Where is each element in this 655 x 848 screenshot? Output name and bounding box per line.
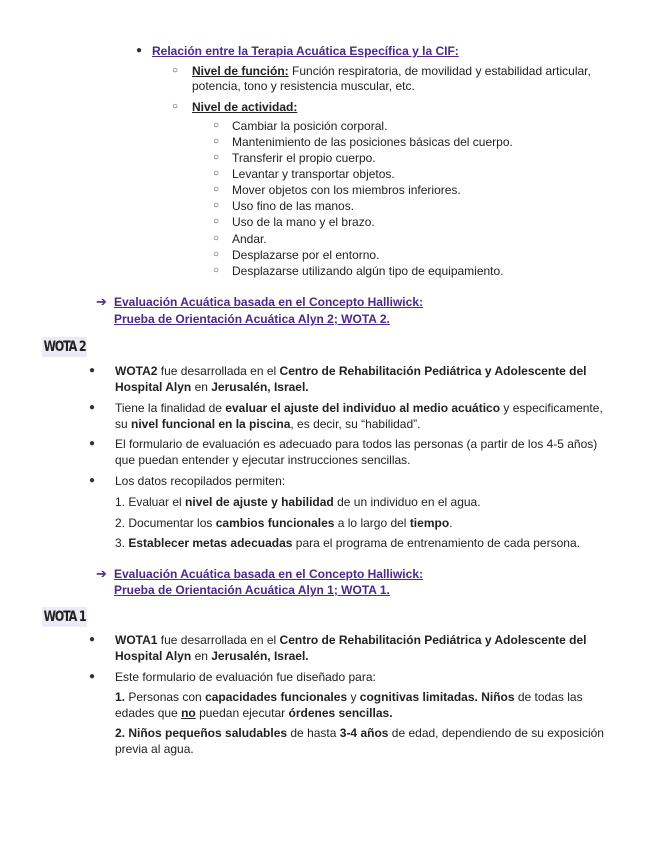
paragraph-line — [115, 452, 411, 468]
paragraph-line — [115, 669, 376, 685]
bold-text: WOTA2 — [115, 364, 158, 378]
text-run: fue desarrollada en el — [157, 633, 280, 647]
bullet-icon: ● — [89, 475, 96, 486]
cif-section-link[interactable]: Relación entre la Terapia Acuática Específica y la CIF: — [152, 44, 459, 58]
text-run: Los datos recopilados permiten: — [115, 474, 286, 488]
paragraph-line — [115, 741, 194, 757]
text-run: de hasta — [287, 726, 340, 740]
paragraph-line — [115, 379, 309, 395]
hollow-bullet-icon: ○ — [213, 152, 220, 163]
text-run: de un individuo en el agua. — [333, 495, 481, 509]
hollow-bullet-icon: ○ — [213, 136, 220, 147]
funcion-text-cont: potencia, tono y resistencia muscular, etc. — [192, 79, 415, 93]
paragraph-line — [115, 416, 420, 432]
text-run: para el programa de entrenamiento de cada persona. — [292, 536, 580, 550]
text-run: su — [115, 417, 132, 431]
text-run: en — [191, 380, 212, 394]
text-run: Personas con — [125, 690, 206, 704]
bold-text: cognitivas limitadas. — [359, 690, 478, 704]
bold-text: nivel funcional en la piscina — [131, 417, 291, 431]
hollow-bullet-icon: ○ — [213, 200, 220, 211]
actividad-item: Desplazarse por el entorno. — [232, 248, 380, 262]
bold-text: Centro de Rehabilitación Pediátrica y Adolescente del — [279, 364, 587, 378]
bold-text: Hospital Alyn — [115, 380, 192, 394]
text-run: que puedan entender y ejecutar instrucciones sencillas. — [115, 453, 411, 467]
hollow-bullet-icon: ○ — [213, 265, 220, 276]
paragraph-line — [115, 689, 583, 705]
bold-text: capacidades funcionales — [205, 690, 348, 704]
text-run: de edad, dependiendo de su exposición — [388, 726, 604, 740]
paragraph-line — [115, 400, 603, 416]
bold-text: no — [181, 706, 196, 720]
funcion-label: Nivel de función: — [192, 64, 289, 78]
bold-text: cambios funcionales — [215, 516, 335, 530]
bold-text: Hospital Alyn — [115, 649, 192, 663]
actividad-item: Mantenimiento de las posiciones básicas del cuerpo. — [232, 135, 513, 149]
text-run: El formulario de evaluación es adecuado para todos las personas (a partir de los 4-5 años) — [115, 437, 598, 451]
text-run: y especificamente, — [500, 401, 603, 415]
bold-text: Establecer metas adecuadas — [128, 536, 293, 550]
wota1-link-subtitle[interactable]: Prueba de Orientación Acuática Alyn 1; WOTA 1. — [114, 583, 390, 597]
paragraph-line — [115, 705, 393, 721]
text-run: y — [347, 690, 360, 704]
bold-text: Jerusalén, Israel. — [211, 380, 309, 394]
text-run: de todas las — [514, 690, 583, 704]
text-run: en — [191, 649, 212, 663]
hollow-bullet-icon: ○ — [213, 216, 220, 227]
wota1-heading: WOTA 1 — [43, 609, 86, 625]
paragraph-line — [115, 363, 587, 379]
text-run: 3. — [115, 536, 129, 550]
actividad-label: Nivel de actividad: — [192, 100, 298, 114]
bold-text: 1. — [115, 690, 126, 704]
bold-text: evaluar el ajuste del individuo al medio acuático — [225, 401, 501, 415]
bold-text: 2. Niños pequeños saludables — [115, 726, 288, 740]
bullet-icon: ● — [89, 438, 96, 449]
paragraph-line — [115, 494, 481, 510]
actividad-item: Cambiar la posición corporal. — [232, 119, 388, 133]
paragraph-line — [115, 473, 285, 489]
arrow-icon: ➔ — [96, 294, 107, 309]
hollow-bullet-icon: ○ — [213, 120, 220, 131]
text-run: Este formulario de evaluación fue diseñado para: — [115, 670, 376, 684]
paragraph-line — [115, 535, 580, 551]
wota2-heading: WOTA 2 — [43, 339, 86, 355]
bullet-icon: ● — [89, 634, 96, 645]
paragraph-line — [115, 436, 597, 452]
text-run: puedan ejecutar — [195, 706, 289, 720]
bold-text: órdenes sencillas. — [288, 706, 393, 720]
hollow-bullet-icon: ○ — [172, 65, 179, 76]
actividad-item: Levantar y transportar objetos. — [232, 167, 395, 181]
text-run: 1. Evaluar el — [115, 495, 186, 509]
actividad-item: Desplazarse utilizando algún tipo de equipamiento. — [232, 264, 504, 278]
hollow-bullet-icon: ○ — [213, 249, 220, 260]
bold-text: WOTA1 — [115, 633, 158, 647]
text-run: fue desarrollada en el — [157, 364, 280, 378]
paragraph-line — [115, 632, 587, 648]
text-run: 2. Documentar los — [115, 516, 216, 530]
text-run: , es decir, su “habilidad”. — [290, 417, 421, 431]
text-run: edades que — [115, 706, 182, 720]
hollow-bullet-icon: ○ — [213, 233, 220, 244]
wota2-link-title[interactable]: Evaluación Acuática basada en el Concepto Halliwick: — [114, 295, 423, 309]
bold-text: tiempo — [409, 516, 450, 530]
bold-text: Centro de Rehabilitación Pediátrica y Adolescente del — [279, 633, 587, 647]
wota2-link-subtitle[interactable]: Prueba de Orientación Acuática Alyn 2; WOTA 2. — [114, 312, 390, 326]
bold-text: 3-4 años — [339, 726, 389, 740]
actividad-item: Uso fino de las manos. — [232, 199, 355, 213]
bullet-icon: ● — [89, 671, 96, 682]
funcion-line — [192, 63, 591, 79]
text-run: previa al agua. — [115, 742, 194, 756]
wota1-link-title[interactable]: Evaluación Acuática basada en el Concepto Halliwick: — [114, 567, 423, 581]
bold-text: Jerusalén, Israel. — [211, 649, 309, 663]
paragraph-line — [115, 648, 309, 664]
text-run: . — [449, 516, 453, 530]
paragraph-line — [115, 515, 453, 531]
hollow-bullet-icon: ○ — [172, 101, 179, 112]
actividad-item: Mover objetos con los miembros inferiores. — [232, 183, 461, 197]
arrow-icon: ➔ — [96, 566, 107, 581]
bullet-icon: ● — [89, 365, 96, 376]
actividad-item: Transferir el propio cuerpo. — [232, 151, 376, 165]
text-run: Tiene la finalidad de — [115, 401, 226, 415]
bullet-icon: ● — [136, 45, 143, 56]
bullet-icon: ● — [89, 402, 96, 413]
hollow-bullet-icon: ○ — [213, 168, 220, 179]
paragraph-line — [115, 725, 604, 741]
actividad-item: Andar. — [232, 232, 267, 246]
bold-text: nivel de ajuste y habilidad — [185, 495, 334, 509]
text-run: a lo largo del — [334, 516, 410, 530]
bold-text: Niños — [481, 690, 515, 704]
actividad-item: Uso de la mano y el brazo. — [232, 215, 375, 229]
funcion-text: Función respiratoria, de movilidad y estabilidad articular, — [288, 64, 591, 78]
hollow-bullet-icon: ○ — [213, 184, 220, 195]
